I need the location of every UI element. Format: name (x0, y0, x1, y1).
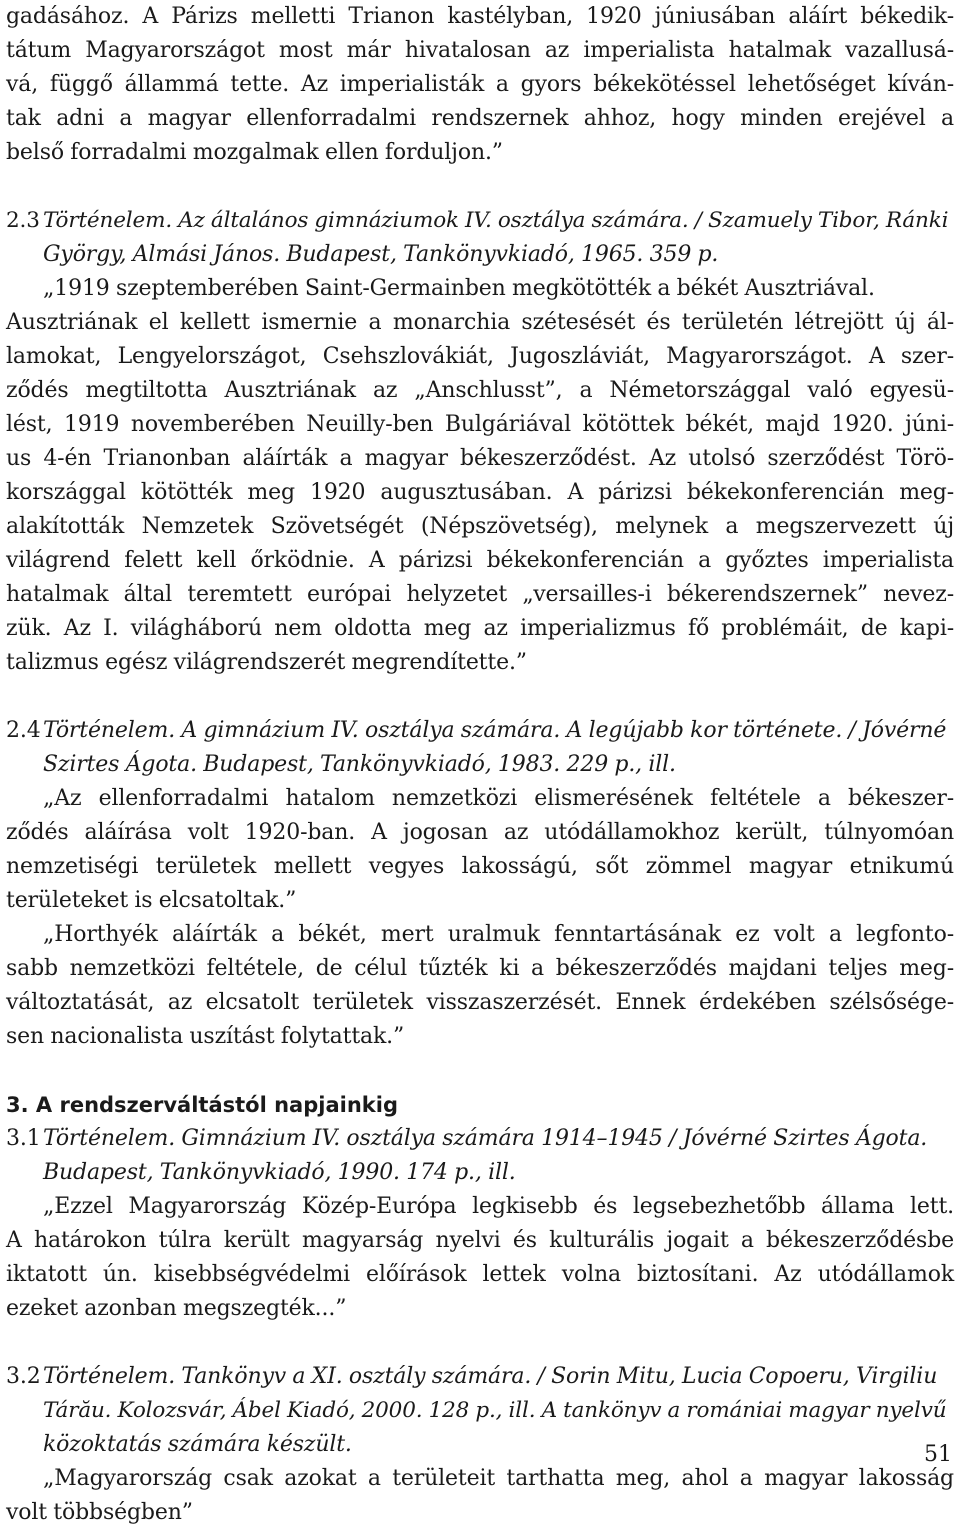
text-line: gadásához. A Párizs melletti Trianon kastélyban, 1920 júniusában aláírt békedik- (6, 4, 954, 29)
text-line: belső forradalmi mozgalmak ellen forduljon.” (6, 140, 503, 165)
section-heading: 3. A rendszerváltástól napjainkig (6, 1093, 398, 1117)
quote-line: változtatását, az elcsatolt területek visszaszerzését. Ennek érdekében szélsősége- (6, 990, 954, 1015)
quote-line: talizmus egész világrendszerét megrendítette.” (6, 650, 527, 675)
quote-line: „1919 szeptemberében Saint-Germainben megkötötték a békét Ausztriával. (43, 276, 875, 301)
spacer (6, 1054, 954, 1088)
section-2-3 (6, 204, 954, 680)
text-line: tátum Magyarországot most már hivatalosan az imperialista hatalmak vazallusá- (6, 38, 954, 63)
quote-line: sen nacionalista uszítást folytattak.” (6, 1024, 405, 1049)
quote-line: ezeket azonban megszegték...” (6, 1296, 347, 1321)
section-number: 3.2 (6, 1364, 41, 1389)
quote-line: világrend felett kell őrködnie. A párizsi békekonferencián a győztes imperialista (6, 548, 954, 573)
reference-text: Történelem. Az általános gimnáziumok IV. osztálya számára. / Szamuely Tibor, Ránki (43, 208, 949, 233)
quote-line: „Horthyék aláírták a békét, mert uralmuk fenntartásának ez volt a legfonto- (43, 922, 954, 947)
quote-line: „Magyarország csak azokat a területeit tarthatta meg, ahol a magyar lakosság (43, 1466, 954, 1491)
quote-line: „Ezzel Magyarország Közép-Európa legkisebb és legsebezhetőbb állama lett. (43, 1194, 954, 1219)
quote-line: lamokat, Lengyelországot, Csehszlovákiát, Jugoszláviát, Magyarországot. A szer- (6, 344, 954, 369)
section-number: 2.3 (6, 208, 40, 233)
quote-line: alakították Nemzetek Szövetségét (Népszövetség), melynek a megszervezett új (6, 514, 954, 539)
quote-line: volt többségben” (6, 1500, 193, 1525)
section-2-4 (6, 714, 954, 1054)
quote-line: iktatott ún. kisebbségvédelmi előírások lettek volna biztosítani. Az utódállamok (6, 1262, 954, 1287)
quote-line: sabb nemzetközi feltétele, de célul tűzték ki a békeszerződés majdani teljes meg- (6, 956, 954, 981)
quote-line: hatalmak által teremtett európai helyzetet „versailles-i békerendszernek” nevez- (6, 582, 954, 607)
reference-text: Történelem. Gimnázium IV. osztálya számára 1914–1945 / Jóvérné Szirtes Ágota. (43, 1126, 928, 1151)
text-line: vá, függő állammá tette. Az imperialisták a gyors békekötéssel lehetőséget kíván- (6, 72, 954, 97)
quote-line: Ausztriának el kellett ismernie a monarchia szétesését és területén létrejött új ál- (6, 310, 954, 335)
section-number: 2.4 (6, 718, 41, 743)
quote-line: területeket is elcsatoltak.” (6, 888, 297, 913)
spacer (6, 680, 954, 714)
quote-line: ződés megtiltotta Ausztriának az „Anschlusst”, a Németországgal való egyesü- (6, 378, 954, 403)
reference-line: közoktatás számára készült. (43, 1432, 352, 1457)
reference-line: Szirtes Ágota. Budapest, Tankönyvkiadó, 1983. 229 p., ill. (43, 752, 676, 777)
quote-line: lést, 1919 novemberében Neuilly-ben Bulgáriával kötöttek békét, majd 1920. júni- (6, 412, 954, 437)
spacer (6, 1326, 954, 1360)
page-number: 51 (924, 1442, 952, 1467)
reference-line (6, 714, 954, 748)
reference-line (6, 204, 954, 238)
section-3-2 (6, 1360, 954, 1530)
document-page (6, 0, 954, 1530)
section-number: 3.1 (6, 1126, 41, 1151)
spacer (6, 170, 954, 204)
quote-line: A határokon túlra került magyarság nyelvi és kulturális jogait a békeszerződésbe (6, 1228, 954, 1253)
intro-paragraph (6, 0, 954, 170)
quote-line: ződés aláírása volt 1920-ban. A jogosan az utódállamokhoz került, túlnyomóan (6, 820, 954, 845)
reference-text: Történelem. A gimnázium IV. osztálya számára. A legújabb kor története. / Jóvérné (43, 718, 947, 743)
quote-line: us 4-én Trianonban aláírták a magyar békeszerződést. Az utolsó szerződést Törö- (6, 446, 954, 471)
quote-line: „Az ellenforradalmi hatalom nemzetközi elismerésének feltétele a békeszer- (43, 786, 954, 811)
reference-line (6, 1122, 954, 1156)
text-line: tak adni a magyar ellenforradalmi rendszernek ahhoz, hogy minden erejével a (6, 106, 954, 131)
reference-text: Történelem. Tankönyv a XI. osztály számára. / Sorin Mitu, Lucia Copoeru, Virgiliu (43, 1364, 938, 1389)
reference-line: György, Almási János. Budapest, Tankönyvkiadó, 1965. 359 p. (43, 242, 719, 267)
reference-line: Budapest, Tankönyvkiadó, 1990. 174 p., ill. (43, 1160, 516, 1185)
section-3-1 (6, 1122, 954, 1326)
reference-line (6, 1360, 954, 1394)
quote-line: nemzetiségi területek mellett vegyes lakosságú, sőt zömmel magyar etnikumú (6, 854, 954, 879)
quote-line: zük. Az I. világháború nem oldotta meg az imperializmus fő problémáit, de kapi- (6, 616, 954, 641)
reference-line: Tárău. Kolozsvár, Ábel Kiadó, 2000. 128 p., ill. A tankönyv a romániai magyar nyelvű (43, 1398, 947, 1423)
quote-line: kországgal kötötték meg 1920 augusztusában. A párizsi békekonferencián meg- (6, 480, 954, 505)
